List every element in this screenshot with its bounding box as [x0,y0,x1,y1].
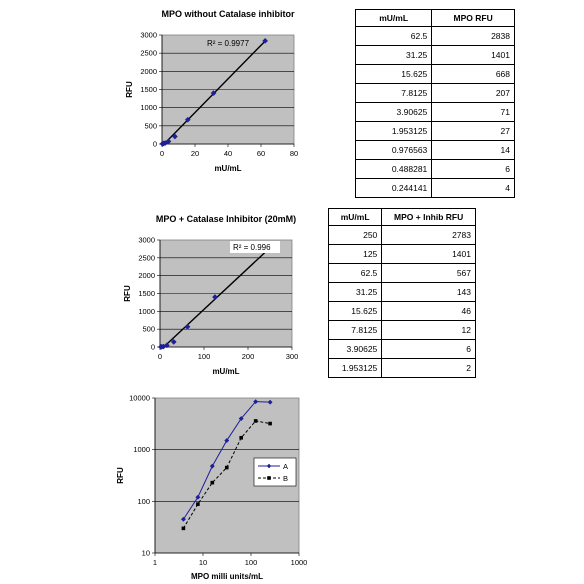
y-tick-label: 1500 [138,289,155,298]
r-squared-label: R² = 0.9977 [207,39,250,48]
x-tick-label: 100 [244,558,258,567]
table-row [356,46,515,65]
y-axis-label: RFU [116,467,125,484]
table-cell: 46 [382,302,476,321]
table-cell: 7.8125 [356,84,432,103]
table-cell: 1401 [382,245,476,264]
y-tick-label: 2500 [140,48,157,58]
table-cell: 27 [432,122,515,141]
table-cell: 2838 [432,27,515,46]
data-point [268,422,272,426]
table-cell: 207 [432,84,515,103]
table-row [356,160,515,179]
y-tick-label: 1000 [138,306,155,316]
table-cell: 567 [382,264,476,283]
table-row [356,179,515,198]
column-header: MPO RFU [432,10,515,27]
table-row [329,321,476,340]
data-point [254,419,258,423]
x-tick-label: 100 [197,352,211,361]
table-cell: 62.5 [356,27,432,46]
y-tick-label: 1500 [140,85,157,94]
y-tick-label: 3000 [138,235,155,245]
x-axis-label: mU/mL [214,164,242,173]
table-row [329,245,476,264]
table-row [329,302,476,321]
y-tick-label: 2000 [140,66,157,76]
table-row [329,340,476,359]
table-cell: 1.953125 [356,122,432,141]
table-cell: 0.244141 [356,179,432,198]
x-tick-label: 20 [190,149,200,158]
y-tick-label: 10000 [129,393,150,403]
table-cell: 1.953125 [329,359,382,378]
x-tick-label: 200 [241,352,255,361]
table-mpo-inhib-rfu [328,208,476,378]
table-mpo-rfu [355,9,515,198]
table-row [356,141,515,160]
table-cell: 62.5 [329,264,382,283]
table-cell: 71 [432,103,515,122]
y-tick-label: 0 [150,342,155,352]
data-point [225,466,229,470]
table-row [356,103,515,122]
legend-marker [267,476,271,480]
x-tick-label: 1 [152,558,158,567]
table-row [356,84,515,103]
table-cell: 6 [382,340,476,359]
x-tick-label: 0 [159,149,165,158]
chart-mpo-without-inhibitor [0,0,320,185]
x-tick-label: 60 [256,149,266,158]
y-tick-label: 1000 [133,445,150,455]
table-row [329,264,476,283]
data-point [182,527,186,531]
table-cell: 3.90625 [356,103,432,122]
chart-title: MPO without Catalase inhibitor [161,9,295,19]
x-axis-label: mU/mL [212,367,240,376]
table-row [329,359,476,378]
table-cell: 250 [329,226,382,245]
y-tick-label: 2000 [138,271,155,281]
table-cell: 125 [329,245,382,264]
table-cell: 4 [432,179,515,198]
chart-title: MPO + Catalase Inhibitor (20mM) [155,214,297,224]
table-row [356,65,515,84]
table-cell: 15.625 [329,302,382,321]
y-tick-label: 1000 [140,103,157,113]
y-tick-label: 10 [141,548,150,558]
table-row [329,283,476,302]
y-tick-label: 500 [142,324,155,334]
chart-mpo-with-inhibitor [0,200,320,385]
x-axis-label: MPO milli units/mL [190,572,264,581]
y-tick-label: 500 [144,121,157,131]
legend-box [254,458,296,486]
table-cell: 15.625 [356,65,432,84]
table-cell: 2 [382,359,476,378]
y-tick-label: 2500 [138,253,155,263]
table-cell: 14 [432,141,515,160]
y-tick-label: 0 [152,139,157,149]
legend-label: B [283,474,289,483]
table-cell: 2783 [382,226,476,245]
table-cell: 31.25 [356,46,432,65]
table-cell: 143 [382,283,476,302]
column-header: MPO + Inhib RFU [382,209,476,226]
x-tick-label: 10 [198,558,208,567]
column-header: mU/mL [329,209,382,226]
table-cell: 3.90625 [329,340,382,359]
table-row [356,122,515,141]
table-cell: 6 [432,160,515,179]
data-point [211,481,215,485]
y-tick-label: 3000 [140,30,157,40]
table-cell: 1401 [432,46,515,65]
table-cell: 7.8125 [329,321,382,340]
table-cell: 668 [432,65,515,84]
table-row [329,226,476,245]
column-header: mU/mL [356,10,432,27]
table-cell: 31.25 [329,283,382,302]
table-cell: 0.976563 [356,141,432,160]
table-row [356,27,515,46]
chart-log-log [0,388,330,584]
table-cell: 0.488281 [356,160,432,179]
x-tick-label: 300 [285,352,299,361]
table-header-row [329,209,476,226]
y-tick-label: 100 [137,496,150,506]
table-cell: 12 [382,321,476,340]
x-tick-label: 80 [289,149,299,158]
table-header-row [356,10,515,27]
x-tick-label: 0 [157,352,163,361]
legend-label: A [283,462,289,471]
r-squared-label: R² = 0.996 [233,243,271,252]
data-point [196,502,200,506]
y-axis-label: RFU [123,285,132,302]
x-tick-label: 40 [223,149,233,158]
x-tick-label: 1000 [290,558,308,567]
data-point [239,436,243,440]
y-axis-label: RFU [125,81,134,98]
